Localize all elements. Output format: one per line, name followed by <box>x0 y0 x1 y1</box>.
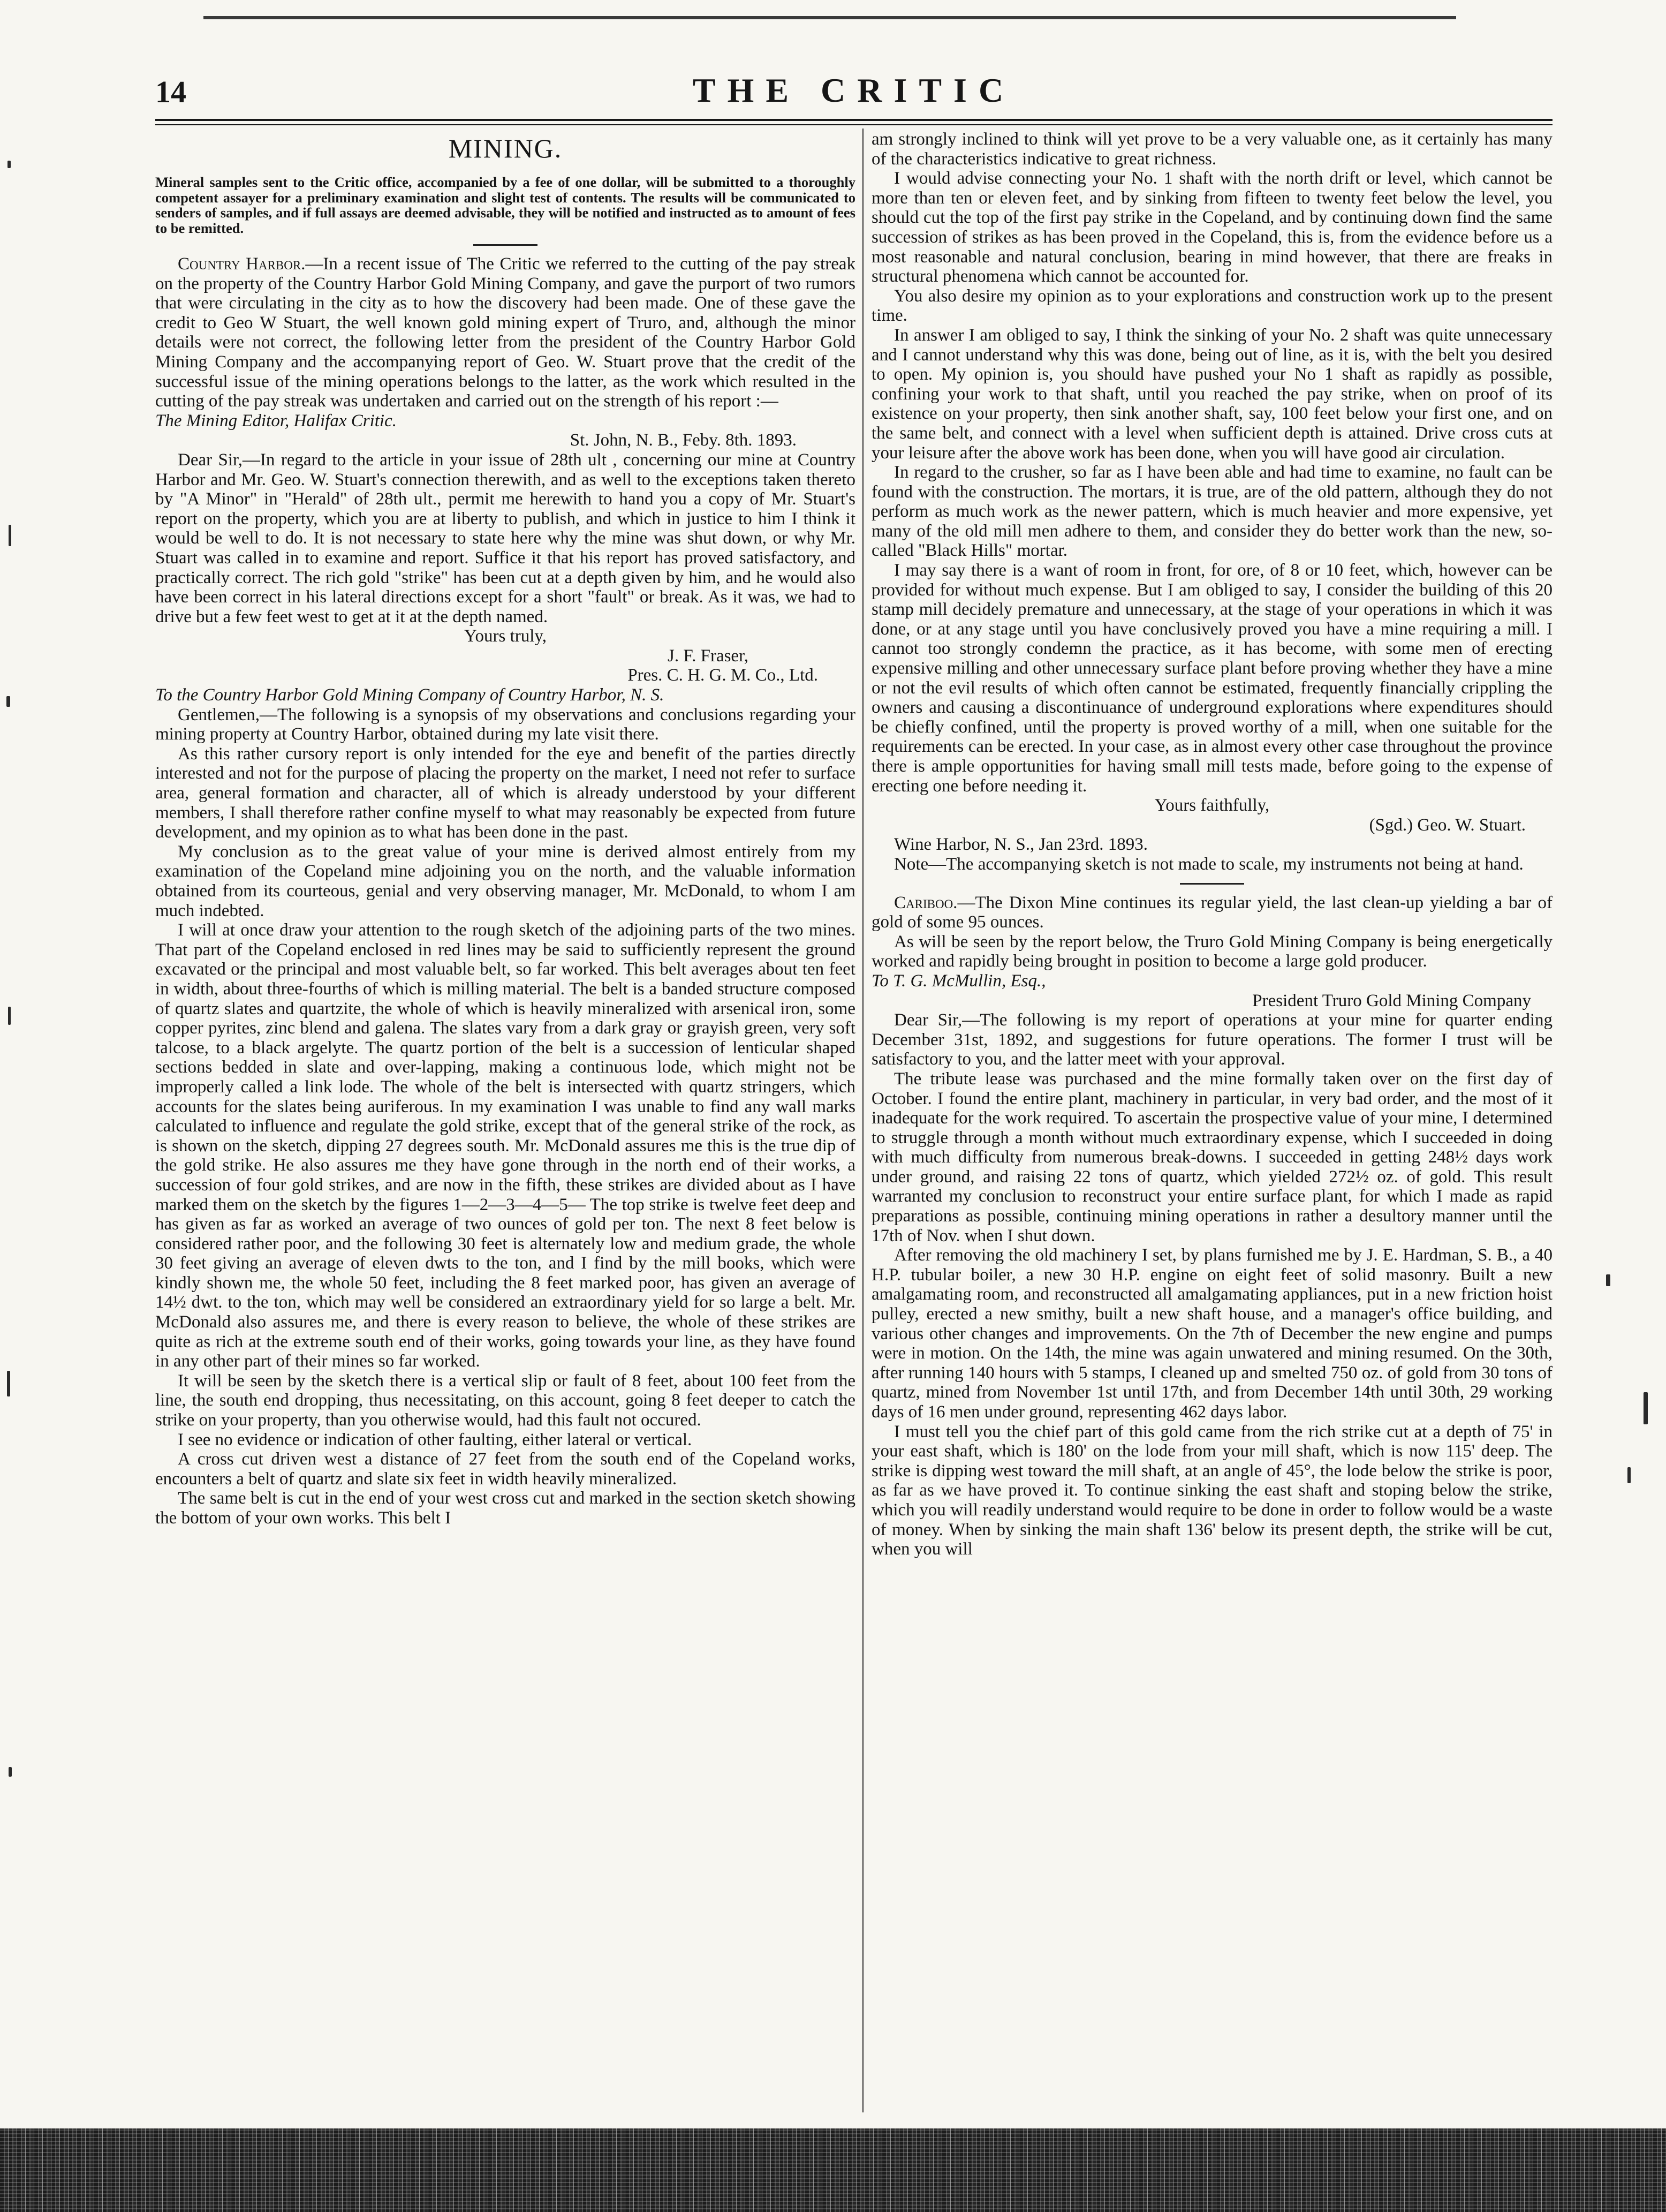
report-paragraph: I see no evidence or indication of other faulting, either lateral or vertical. <box>178 1430 692 1449</box>
article-paragraph <box>872 893 1553 932</box>
column-divider <box>862 129 864 2112</box>
report-paragraph: Dear Sir,—The following is my report of operations at your mine for quarter ending December 31st, 1892, and suggestions for future operations. The former I trust will be satisfactory to you, and the latter meet with your approval. <box>872 1010 1553 1069</box>
letter-closing: Yours truly, <box>464 626 547 646</box>
article-lead: Country Harbor. <box>178 254 306 274</box>
report-paragraph: I would advise connecting your No. 1 shaft with the north drift or level, which cannot be more than ten or eleven feet, and by sinking from fifteen to twenty feet below the level, you should cut the top of the first pay strike in the Copeland, and by continuing down find the same succession of strikes as has been proved in the Copeland, this is, from the evidence before us a most reasonable and natural conclusion, bearing in mind however, that there are freaks in structural phenomena which cannot be accounted for. <box>872 169 1553 286</box>
report-paragraph: A cross cut driven west a distance of 27 feet from the south end of the Copeland works, encounters a belt of quartz and slate six feet in width heavily mineralized. <box>155 1449 855 1489</box>
header-rule-thin <box>155 124 1553 125</box>
report-paragraph: I will at once draw your attention to the rough sketch of the adjoining parts of the two mines. That part of the Copeland enclosed in red lines may be said to sufficiently represent the ground excavated or the principal and most valuable belt, so far worked. This belt averages about ten feet in width, about three-fourths of which is milling material. The belt is a banded structure composed of quartz slates and quartzite, the whole of which is heavily mineralized with arsenical iron, some copper pyrites, zinc blend and galena. The slates vary from a dark gray or grayish green, very soft talcose, to a black argelyte. The quartz portion of the belt is a succession of lenticular shaped sections bedded in slate and over-lapping, making a continuous lode, which might not be improperly called a link lode. The whole of the belt is intersected with quartz stringers, which accounts for the slates being auriferous. In my examination I was unable to find any wall marks calculated to influence and regulate the gold strike, except that of the general strike of the rock, as is shown on the sketch, dipping 27 degrees south. Mr. McDonald assures me this is the true dip of the gold strike. He also assures me they have gone through in the north end of their works, a succession of four gold strikes, and are now in the fifth, these strikes are divided about as I have marked them on the sketch by the figures 1—2—3—4—5— The top strike is twelve feet deep and has given as far as worked an average of two ounces of gold per ton. The next 8 feet below is considered rather poor, and the following 30 feet is alternately low and medium grade, the whole 30 feet giving an average of eleven dwts to the ton, and I find by the mill books, which were kindly shown me, the whole 50 feet, including the 8 feet marked poor, has given an average of 14½ dwt. to the ton, which may well be considered an extraordinary yield for so large a belt. Mr. McDonald also assures me, and there is every reason to believe, the whole of these strikes are quite as rich at the extreme south end of their works, going towards your line, as they have found in any other part of their mines so far worked. <box>155 920 855 1371</box>
left-column <box>155 130 855 1528</box>
report-paragraph: As this rather cursory report is only intended for the eye and benefit of the parties directly interested and not for the purpose of placing the property on the market, I need not refer to surface area, general formation and character, all of which is already understood by your different members, I shall therefore rather confine myself to what may reasonably be expected from future development, and my opinion as to what has been done in the past. <box>155 744 855 842</box>
report-paragraph: It will be seen by the sketch there is a vertical slip or fault of 8 feet, about 100 feet from the line, the south end dropping, thus necessitating, on this account, going 8 feet deeper to catch the strike on your property, than you otherwise would, had this fault not occured. <box>155 1371 855 1430</box>
article-paragraph: As will be seen by the report below, the Truro Gold Mining Company is being energetically worked and rapidly being brought in position to become a large gold producer. <box>872 932 1553 971</box>
report-paragraph: After removing the old machinery I set, by plans furnished me by J. E. Hardman, S. B., a 40 H.P. tubular boiler, a new 30 H.P. engine on eight feet of solid masonry. Built a new amalgamating room, and reconstructed all amalgamating appliances, put in a new friction hoist pulley, erected a new smithy, built a new shaft house, and a manager's office building, and various other changes and improvements. On the 7th of December the new engine and pumps were in motion. On the 14th, the mine was again unwatered and mining resumed. On the 30th, after running 140 hours with 5 stamps, I cleaned up and smelted 750 oz. of gold from 30 tons of quartz, mined from November 1st until 17th, and from December 14th until 30th, 29 working days of 16 men under ground, representing 462 days labor. <box>872 1245 1553 1422</box>
page-number: 14 <box>155 74 186 109</box>
scan-edge-texture <box>0 2128 1666 2212</box>
report-paragraph: My conclusion as to the great value of your mine is derived almost entirely from my examination of the Copeland mine adjoining you on the north, and the valuable information obtained from its courteous, genial and very observing manager, Mr. McDonald, to whom I am much indebted. <box>155 842 855 920</box>
report-paragraph: I may say there is a want of room in front, for ore, of 8 or 10 feet, which, however can be provided for without much expense. But I am obliged to say, I consider the building of this 20 stamp mill decidely premature and unnecessary, at the stage of your operations in which it was done, or at any stage until you have conclusively proved you have a mine requiring a mill. I cannot too strongly condemn the practice, as it has become, with some men of erecting expensive milling and other unnecessary surface plant before proving whether they have a mine or not the evil results of which often cannot be estimated, frequently financially crippling the owners and causing a discontinuance of underground explorations where expenditures should be chiefly confined, until the property is proved worthy of a mill, when one suitable for the requirements can be erected. In your case, as in almost every other case throughout the province there is ample opportunities for having small mill tests made, before going to the expense of erecting one before needing it. <box>872 561 1553 796</box>
article-paragraph <box>155 254 855 411</box>
header-rule <box>155 119 1553 121</box>
report-paragraph: In regard to the crusher, so far as I have been able and had time to examine, no fault can be found with the construction. The mortars, it is true, are of the old pattern, although they do not perform as much work as the newer pattern, which is much heavier and more expensive, yet many of the old mill men adhere to them, and consider they do better work than the new, so-called "Black Hills" mortar. <box>872 463 1553 561</box>
page-header <box>155 71 1553 117</box>
samples-notice: Mineral samples sent to the Critic office, accompanied by a fee of one dollar, will be submitted to a thoroughly competent assayer for a preliminary examination and slight test of contents. The results will be communicated to senders of samples, and if full assays are deemed advisable, they will be notified and instructed as to amount of fees to be remitted. <box>155 174 855 236</box>
report-paragraph: am strongly inclined to think will yet prove to be a very valuable one, as it certainly has many of the characteristics indicative to great richness. <box>872 130 1553 169</box>
report-note: Note—The accompanying sketch is not made to scale, my instruments not being at hand. <box>894 854 1524 874</box>
letter-addressee: The Mining Editor, Halifax Critic. <box>155 411 397 431</box>
report-paragraph: You also desire my opinion as to your explorations and construction work up to the present time. <box>872 286 1553 326</box>
letter-dateline: St. John, N. B., Feby. 8th. 1893. <box>570 431 797 450</box>
report-paragraph: The same belt is cut in the end of your west cross cut and marked in the section sketch showing the bottom of your own works. This belt I <box>155 1489 855 1528</box>
letter-addressee: To T. G. McMullin, Esq., <box>872 971 1046 991</box>
separator-rule <box>473 244 537 246</box>
separator-rule <box>1180 883 1244 885</box>
report-paragraph: I must tell you the chief part of this gold came from the rich strike cut at a depth of 75' in your east shaft, which is 180' on the lode from your mill shaft, which is now 115' deep. The strike is dipping west toward the mill shaft, at an angle of 45°, the lode below the strike is poor, as far as we have proved it. To continue sinking the east shaft and stoping below the strike, which you will readily understand would require to be done in order to follow would be a waste of money. When by sinking the main shaft 136' below its present depth, the strike will be cut, when you will <box>872 1422 1553 1559</box>
report-dateline: Wine Harbor, N. S., Jan 23rd. 1893. <box>894 835 1148 855</box>
masthead-title: THE CRITIC <box>692 71 1016 109</box>
report-paragraph: Gentlemen,—The following is a synopsis of my observations and conclusions regarding your mining property at Country Harbor, obtained during my late visit there. <box>155 705 855 744</box>
article-text: —The Dixon Mine continues its regular yield, the last clean-up yielding a bar of gold of some 95 ounces. <box>872 893 1553 932</box>
top-scan-rule <box>203 16 1456 19</box>
report-paragraph: In answer I am obliged to say, I think the sinking of your No. 2 shaft was quite unnecessary and I cannot understand why this was done, being out of line, as it is, with the belt you desired to open. My opinion is, you should have pushed your No 1 shaft as rapidly as possible, confining your work to that shaft, until you reached the pay strike, when on proof of its existence on your property, then sink another shaft, say, 100 feet below your first one, and on the same belt, and connect with a level when sufficient depth is attained. Drive cross cuts at your leisure after the above work has been done, when you will have good air circulation. <box>872 325 1553 463</box>
report-addressee: To the Country Harbor Gold Mining Company of Country Harbor, N. S. <box>155 685 664 705</box>
letter-signer: J. F. Fraser, <box>668 646 748 666</box>
letter-signer-title: Pres. C. H. G. M. Co., Ltd. <box>627 666 818 685</box>
report-closing: Yours faithfully, <box>1154 796 1270 816</box>
report-paragraph: The tribute lease was purchased and the mine formally taken over on the first day of October. I found the entire plant, machinery in particular, in very bad order, and the most of it inadequate for the work required. To ascertain the prospective value of your mine, I determined to struggle through a month without much extraordinary expense, which I succeeded in doing with much difficulty from numerous break-downs. I succeeded in getting 248½ days work under ground, and raising 22 tons of quartz, which yielded 272½ oz. of gold. This result warranted my conclusion to reconstruct your entire surface plant, for which I made as rapid preparations as possible, continuing mining operations in rather a desultory manner until the 17th of Nov. when I shut down. <box>872 1069 1553 1245</box>
letter-addressee-title: President Truro Gold Mining Company <box>1252 991 1531 1010</box>
article-lead: Cariboo. <box>894 893 958 912</box>
report-signer: (Sgd.) Geo. W. Stuart. <box>1369 815 1526 835</box>
right-column <box>872 130 1553 1559</box>
letter-paragraph: Dear Sir,—In regard to the article in your issue of 28th ult , concerning our mine at Country Harbor and Mr. Geo. W. Stuart's connection therewith, and as well to the exceptions taken thereto by "A Minor" in "Herald" of 28th ult., permit me herewith to hand you a copy of Mr. Stuart's report on the property, which you are at liberty to publish, and which in justice to him I think it would be well to do. It is not necessary to state here why the mine was shut down, or why Mr. Stuart was called in to examine and report. Suffice it that his report has proved satisfactory, and practically correct. The rich gold "strike" has been cut at a depth given by him, and he would also have been correct in his lateral directions except for a short "fault" or break. As it was, we had to drive but a few feet west to get at it at the depth named. <box>155 450 855 626</box>
article-text: —In a recent issue of The Critic we referred to the cutting of the pay streak on the property of the Country Harbor Gold Mining Company, and gave the purport of two rumors that were circulating in the city as to how the discovery had been made. One of these gave the credit to Geo W Stuart, the well known gold mining expert of Truro, and, although the minor details were not correct, the following letter from the president of the Country Harbor Gold Mining Company and the accompanying report of Geo. W. Stuart prove that the credit of the successful issue of the mining operations belongs to the latter, as the work which resulted in the cutting of the pay streak was undertaken and carried out on the strength of his report :— <box>155 254 855 411</box>
section-heading: MINING. <box>448 133 563 163</box>
